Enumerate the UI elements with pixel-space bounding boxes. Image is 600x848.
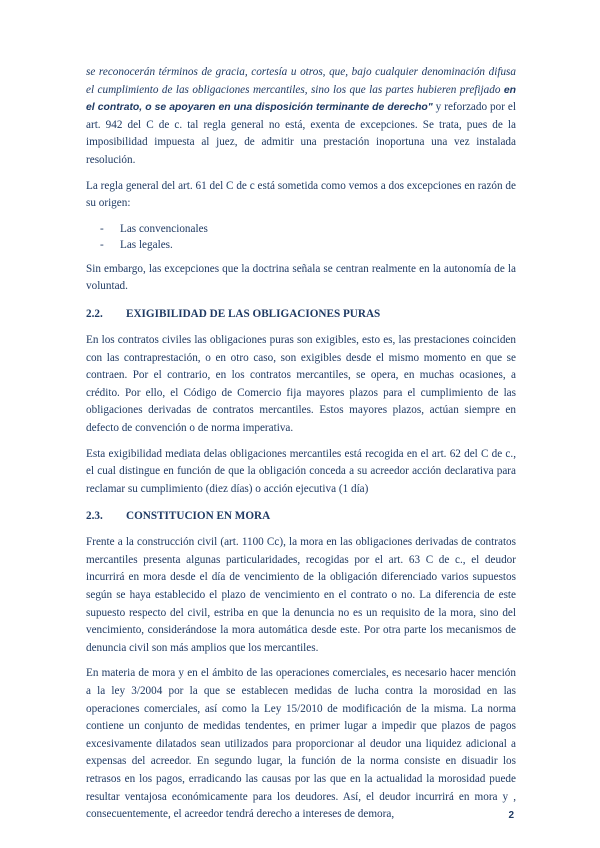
paragraph-general-rule: La regla general del art. 61 del C de c está sometida como vemos a dos excepciones en razón de su origen: (86, 179, 516, 210)
page-number: 2 (508, 810, 514, 821)
section-title: EXIGIBILIDAD DE LAS OBLIGACIONES PURAS (126, 307, 381, 320)
document-page (86, 64, 516, 832)
list-item (100, 221, 516, 237)
section-heading-mora (86, 508, 516, 524)
quoted-text-emphasis: en el contrato, o se apoyaren en una disposición terminante de derecho" (86, 84, 516, 114)
list-item-text: Las legales. (120, 238, 173, 251)
paragraph-late-payment-law: En materia de mora y en el ámbito de las operaciones comerciales, es necesario hacer mención a la ley 3/2004 por la que se establecen medidas de lucha contra la morosidad en las operaciones comerciales, así como la Ley 15/2010 de modificación de la misma. La norma contiene un conjunto de medidas tendentes, en primer lugar a impedir que plazos de pagos excesivamente dilatados sean utilizados para proporcionar al deudor una liquidez adicional a expensas del acreedor. En segundo lugar, la función de la norma consiste en disuadir los retrasos en los pagos, erradicando las causas por las que en la actualidad la morosidad puede resultar ventajosa económicamente para los deudores. Así, el deudor incurrirá en mora y , consecuentemente, el acreedor tendrá derecho a intereses de demora, (86, 667, 516, 821)
paragraph-contracts: En los contratos civiles las obligaciones puras son exigibles, esto es, las prestaciones coinciden con las contraprestación, o en otro caso, son exigibles desde el mismo momento en que se contraen. Por el contrario, en los contratos mercantiles, se opera, en muchas ocasiones, a crédito. Por ello, el Código de Comercio fija mayores plazos para el cumplimiento de las obligaciones derivadas de contratos mercantiles. Estos mayores plazos, actúan siempre en defecto de convención o de norma imperativa. (86, 333, 516, 434)
list-item (100, 237, 516, 253)
section-number: 2.2. (86, 307, 103, 320)
list-item-text: Las convencionales (120, 222, 208, 235)
list-marker: - (100, 238, 104, 251)
section-heading-exigibilidad (86, 306, 516, 322)
paragraph-quote-continuation (86, 64, 516, 170)
quoted-text: se reconocerán términos de gracia, cortesía u otros, que, bajo cualquier denominación difusa el cumplimiento de las obligaciones mercantiles, sino los que las partes hubieren prefijado (86, 66, 516, 96)
paragraph-civil-construction: Frente a la construcción civil (art. 1100 Cc), la mora en las obligaciones derivadas de contratos mercantiles presenta algunas particularidades, recogidas por el art. 63 C de c., el deudor incurrirá en mora desde el día de vencimiento de la obligación diferenciado varios supuestos según se haya establecido el plazo de vencimiento en el contrato o no. La diferencia de este supuesto respecto del civil, estriba en que la denuncia no es un requisito de la mora, sino del vencimiento, considerándose la mora automática desde este. Por otra parte los mecanismos de denuncia civil son más amplios que los mercantiles. (86, 536, 516, 654)
paragraph-autonomy: Sin embargo, las excepciones que la doctrina señala se centran realmente en la autonomía de la voluntad. (86, 262, 516, 293)
list-marker: - (100, 222, 104, 235)
section-title: CONSTITUCION EN MORA (126, 510, 271, 523)
section-number: 2.3. (86, 510, 103, 523)
exceptions-list (86, 221, 516, 253)
paragraph-mediate-exigibility: Esta exigibilidad mediata delas obligaciones mercantiles está recogida en el art. 62 del C de c., el cual distingue en función de que la obligación conceda a su acreedor acción declarativa para reclamar su cumplimiento (diez días) o acción ejecutiva (1 día) (86, 447, 516, 495)
paragraph-text: y reforzado por el art. 942 del C de c. tal regla general no está, exenta de excepciones. Se trata, pues de la imposibilidad impuesta al juez, de admitir una prestación inoportuna una vez instalada resolución. (86, 101, 516, 166)
